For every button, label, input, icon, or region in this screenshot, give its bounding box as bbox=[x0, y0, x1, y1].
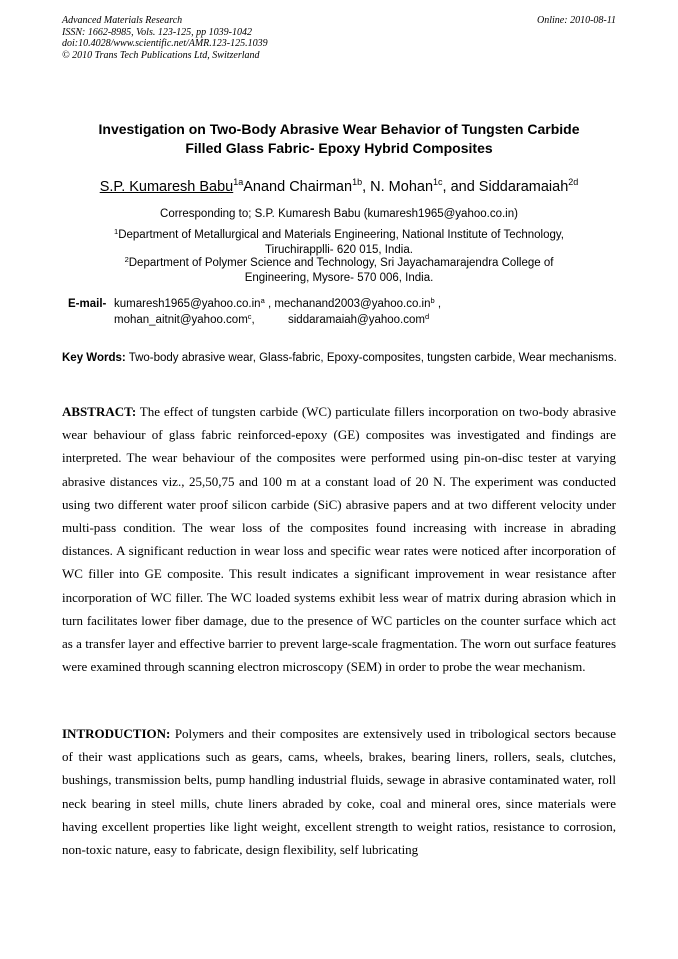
affiliation-2-line-1: Department of Polymer Science and Technology, Sri Jayachamarajendra College of bbox=[128, 257, 554, 269]
paper-title bbox=[50, 120, 628, 158]
email-line-2a bbox=[114, 313, 255, 328]
email-3-marker: c bbox=[247, 312, 252, 321]
introduction-text: Polymers and their composites are extensively used in tribological sectors because of their wast applications such as gears, cams, wheels, brakes, bearing liners, rollers, seals, clutches, bushings, transmission belts, pump handling industrial fluids, sewage in abrasive contaminated water, roll neck bearing in steel mills, chute liners abraded by coke, coal and mineral ores, since materials were having excellent properties like light weight, excellent strength to weight ratios, resistance to corrosion, non-toxic nature, easy to fabricate, design flexibility, self lubricating bbox=[62, 726, 616, 858]
affiliation-1 bbox=[60, 228, 618, 258]
email-3[interactable]: mohan_aitnit@yahoo.com bbox=[114, 314, 248, 326]
corresponding-author: Corresponding to; S.P. Kumaresh Babu (kumaresh1965@yahoo.co.in) bbox=[160, 208, 518, 220]
author-2: Anand Chairman bbox=[243, 179, 353, 195]
affiliation-2-line-2: Engineering, Mysore- 570 006, India. bbox=[244, 272, 434, 284]
abstract-text: The effect of tungsten carbide (WC) particulate fillers incorporation on two-body abrasive wear behaviour of glass fabric reinforced-epoxy (GE) composites was investigated and findings are interpreted. The wear behaviour of the composites were performed using pin-on-disc tester at varying abrasive distances viz., 25,50,75 and 100 m at a constant load of 20 N. The experiment was conducted using two different water proof silicon carbide (SiC) abrasive papers and at two different velocity under multi-pass condition. The wear loss of the composites found increasing with increase in abrading distances. A significant reduction in wear loss and specific wear rates were noticed after incorporation of WC filler into GE composite. This result indicates a significant improvement in wear resistance after incorporation of WC filler. The WC loaded systems exhibit less wear of matrix during abrasion which in turn facilitates lower fiber damage, due to the presence of WC particles on the counter surface which act as a transfer layer and effective barrier to prevent large-scale fragmentation. The worn out surface features were examined through scanning electron microscopy (SEM) in order to probe the wear mechanism. bbox=[62, 404, 616, 675]
keywords-text: Two-body abrasive wear, Glass-fabric, Epoxy-composites, tungsten carbide, Wear mechanisms. bbox=[125, 352, 617, 364]
email-4[interactable]: siddaramaiah@yahoo.com bbox=[288, 314, 425, 326]
author-4-affil: 2d bbox=[568, 177, 579, 187]
email-line-2b bbox=[288, 313, 429, 328]
author-3-affil: 1c bbox=[433, 177, 443, 187]
online-date: Online: 2010-08-11 bbox=[537, 15, 616, 26]
email-2[interactable]: , mechanand2003@yahoo.co.in bbox=[264, 298, 431, 310]
affiliation-2 bbox=[60, 256, 618, 286]
email-line-1 bbox=[114, 297, 441, 312]
author-4: , and Siddaramaiah bbox=[442, 179, 569, 195]
title-line-1: Investigation on Two-Body Abrasive Wear Behavior of Tungsten Carbide bbox=[98, 121, 580, 137]
author-1-affil: 1a bbox=[233, 177, 244, 187]
keywords-label: Key Words: bbox=[62, 352, 126, 364]
copyright-line: © 2010 Trans Tech Publications Ltd, Switzerland bbox=[62, 49, 260, 61]
journal-header bbox=[62, 15, 268, 61]
doi-line: doi:10.4028/www.scientific.net/AMR.123-125.1039 bbox=[62, 38, 268, 49]
email-3-tail: , bbox=[251, 314, 255, 326]
introduction-label: INTRODUCTION: bbox=[62, 726, 171, 741]
journal-name: Advanced Materials Research bbox=[62, 15, 183, 26]
email-1-marker: a bbox=[260, 296, 265, 305]
affiliation-2-marker: 2 bbox=[124, 255, 129, 264]
title-line-2: Filled Glass Fabric- Epoxy Hybrid Composites bbox=[185, 140, 493, 156]
keywords bbox=[62, 351, 646, 366]
author-3: , N. Mohan bbox=[362, 179, 434, 195]
affiliation-1-line-1: Department of Metallurgical and Materials Engineering, National Institute of Technology, bbox=[118, 229, 564, 241]
email-4-marker: d bbox=[424, 312, 430, 321]
affiliation-1-line-2: Tiruchirapplli- 620 015, India. bbox=[265, 244, 413, 256]
author-list bbox=[40, 177, 638, 197]
email-2-marker: b bbox=[430, 296, 435, 305]
abstract-paragraph bbox=[62, 400, 616, 678]
affiliation-1-marker: 1 bbox=[114, 227, 119, 236]
email-1[interactable]: kumaresh1965@yahoo.co.in bbox=[114, 298, 261, 310]
author-1: S.P. Kumaresh Babu bbox=[99, 179, 234, 195]
email-2-tail: , bbox=[434, 298, 442, 310]
introduction-paragraph bbox=[62, 722, 616, 861]
issn-line: ISSN: 1662-8985, Vols. 123-125, pp 1039-1042 bbox=[62, 26, 252, 38]
abstract-label: ABSTRACT: bbox=[62, 404, 137, 419]
email-label: E-mail- bbox=[68, 298, 107, 310]
author-2-affil: 1b bbox=[352, 177, 363, 187]
